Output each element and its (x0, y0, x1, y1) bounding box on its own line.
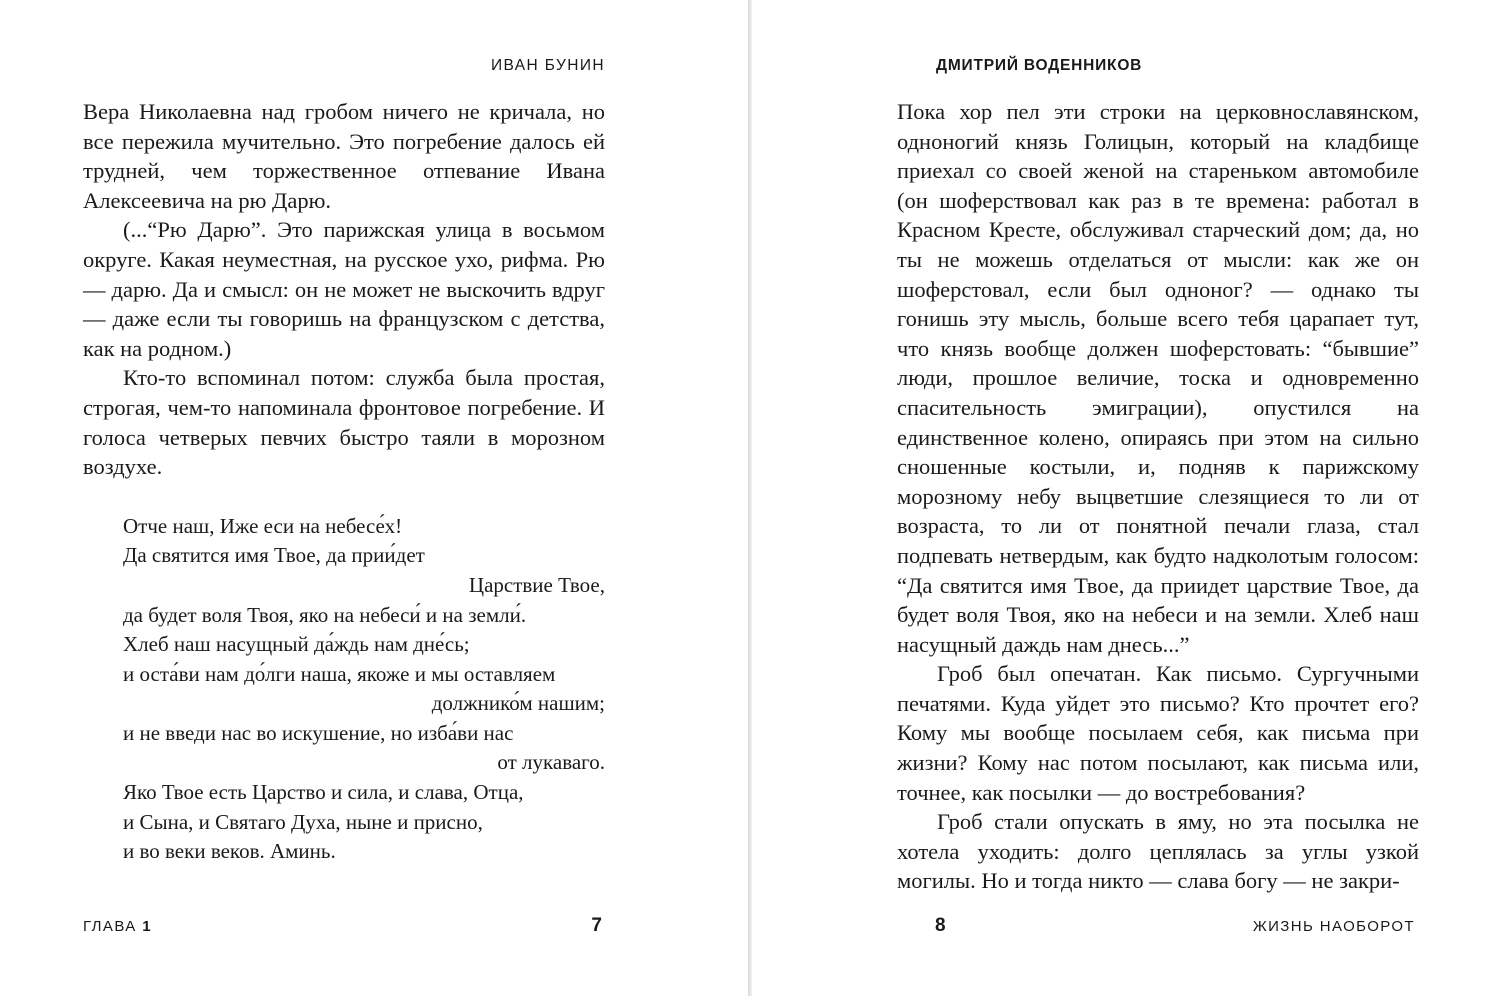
verse-line: Яко Твое есть Царство и сила, и слава, Отца, (123, 780, 524, 805)
paragraph: Кто-то вспоминал потом: служба была простая, строгая, чем-то напоминала фронтовое погребение. И голоса четверых певчих быстро таяли в морозном воздухе. (83, 365, 605, 480)
verse-line: и оста́ви нам до́лги наша, якоже и мы оставляем (123, 661, 556, 686)
verse-line: да будет воля Твоя, яко на небеси́ и на земли́. (123, 602, 527, 627)
right-page-body (897, 97, 1419, 896)
verse-line: от лукаваго. (497, 750, 605, 775)
verse-line: Царствие Твое, (468, 572, 605, 597)
prayer-verse (83, 512, 605, 867)
footer-book-title: ЖИЗНЬ НАОБОРОТ (1252, 918, 1415, 935)
right-page (752, 0, 1500, 996)
paragraph: (...“Рю Дарю”. Это парижская улица в восьмом округе. Какая неуместная, на русское ухо, рифма. Рю — дарю. Да и смысл: он не может не выскочить вдруг — даже если ты говоришь на французском с детства, как на родном.) (83, 217, 605, 361)
footer-chapter (83, 918, 152, 935)
chapter-number: 1 (142, 918, 152, 935)
left-page-body (83, 97, 605, 867)
verse-line: и во веки веков. Аминь. (123, 839, 336, 864)
chapter-label: ГЛАВА (83, 918, 137, 935)
verse-line: должнико́м нашим; (431, 691, 605, 716)
paragraph: Пока хор пел эти строки на церковнославянском, одноногий князь Голицын, который на кладбище приехал со своей женой на стареньком автомобиле (он шоферствовал как раз в те времена: работал в Красном Кресте, обслуживал старческий дом; да, но ты не можешь отделаться от мысли: как же он шоферстовал, если был одноног? — однако ты гонишь эту мысль, больше всего тебя царапает тут, что князь вообще должен шоферстовать: “бывшие” люди, прошлое величие, тоска и одновременно спасительность эмиграции), опустился на единственное колено, опираясь при этом на сильно сношенные костыли, и, подняв к парижскому морозному небу выцветшие слезящиеся то ли от возраста, то ли от понятной печали глаза, стал подпевать нетвердым, как будто надколотым голосом: “Да святится имя Твое, да приидет царствие Твое, да будет воля Твоя, яко на небеси и на земли. Хлеб наш насущный даждь нам днесь...” (897, 99, 1419, 657)
paragraph: Вера Николаевна над гробом ничего не кричала, но все пережила мучительно. Это погребение далось ей трудней, чем торжественное отпевание Ивана Алексеевича на рю Дарю. (83, 99, 605, 213)
running-header-author: ИВАН БУНИН (491, 57, 605, 74)
page-number: 7 (591, 915, 602, 936)
paragraph: Гроб стали опускать в яму, но эта посылка не хотела уходить: долго цеплялась за углы узкой могилы. Но и тогда никто — слава богу — не закри- (897, 809, 1419, 894)
verse-line: Отче наш, Иже еси на небесе́х! (123, 513, 403, 538)
page-number: 8 (935, 915, 946, 936)
running-header-author: ДМИТРИЙ ВОДЕННИКОВ (936, 57, 1143, 74)
verse-line: и Сына, и Святаго Духа, ныне и присно, (123, 809, 483, 834)
verse-line: Хлеб наш насущный да́ждь нам дне́сь; (123, 632, 470, 657)
verse-line: и не введи нас во искушение, но изба́ви нас (123, 720, 514, 745)
verse-line: Да святится имя Твое, да прии́дет (123, 543, 425, 568)
left-page (0, 0, 748, 996)
paragraph: Гроб был опечатан. Как письмо. Сургучными печатями. Куда уйдет это письмо? Кто прочтет его? Кому мы вообще посылаем себя, как письма при жизни? Кому нас потом посылают, как письма или, точнее, как посылки — до востребования? (897, 661, 1419, 805)
